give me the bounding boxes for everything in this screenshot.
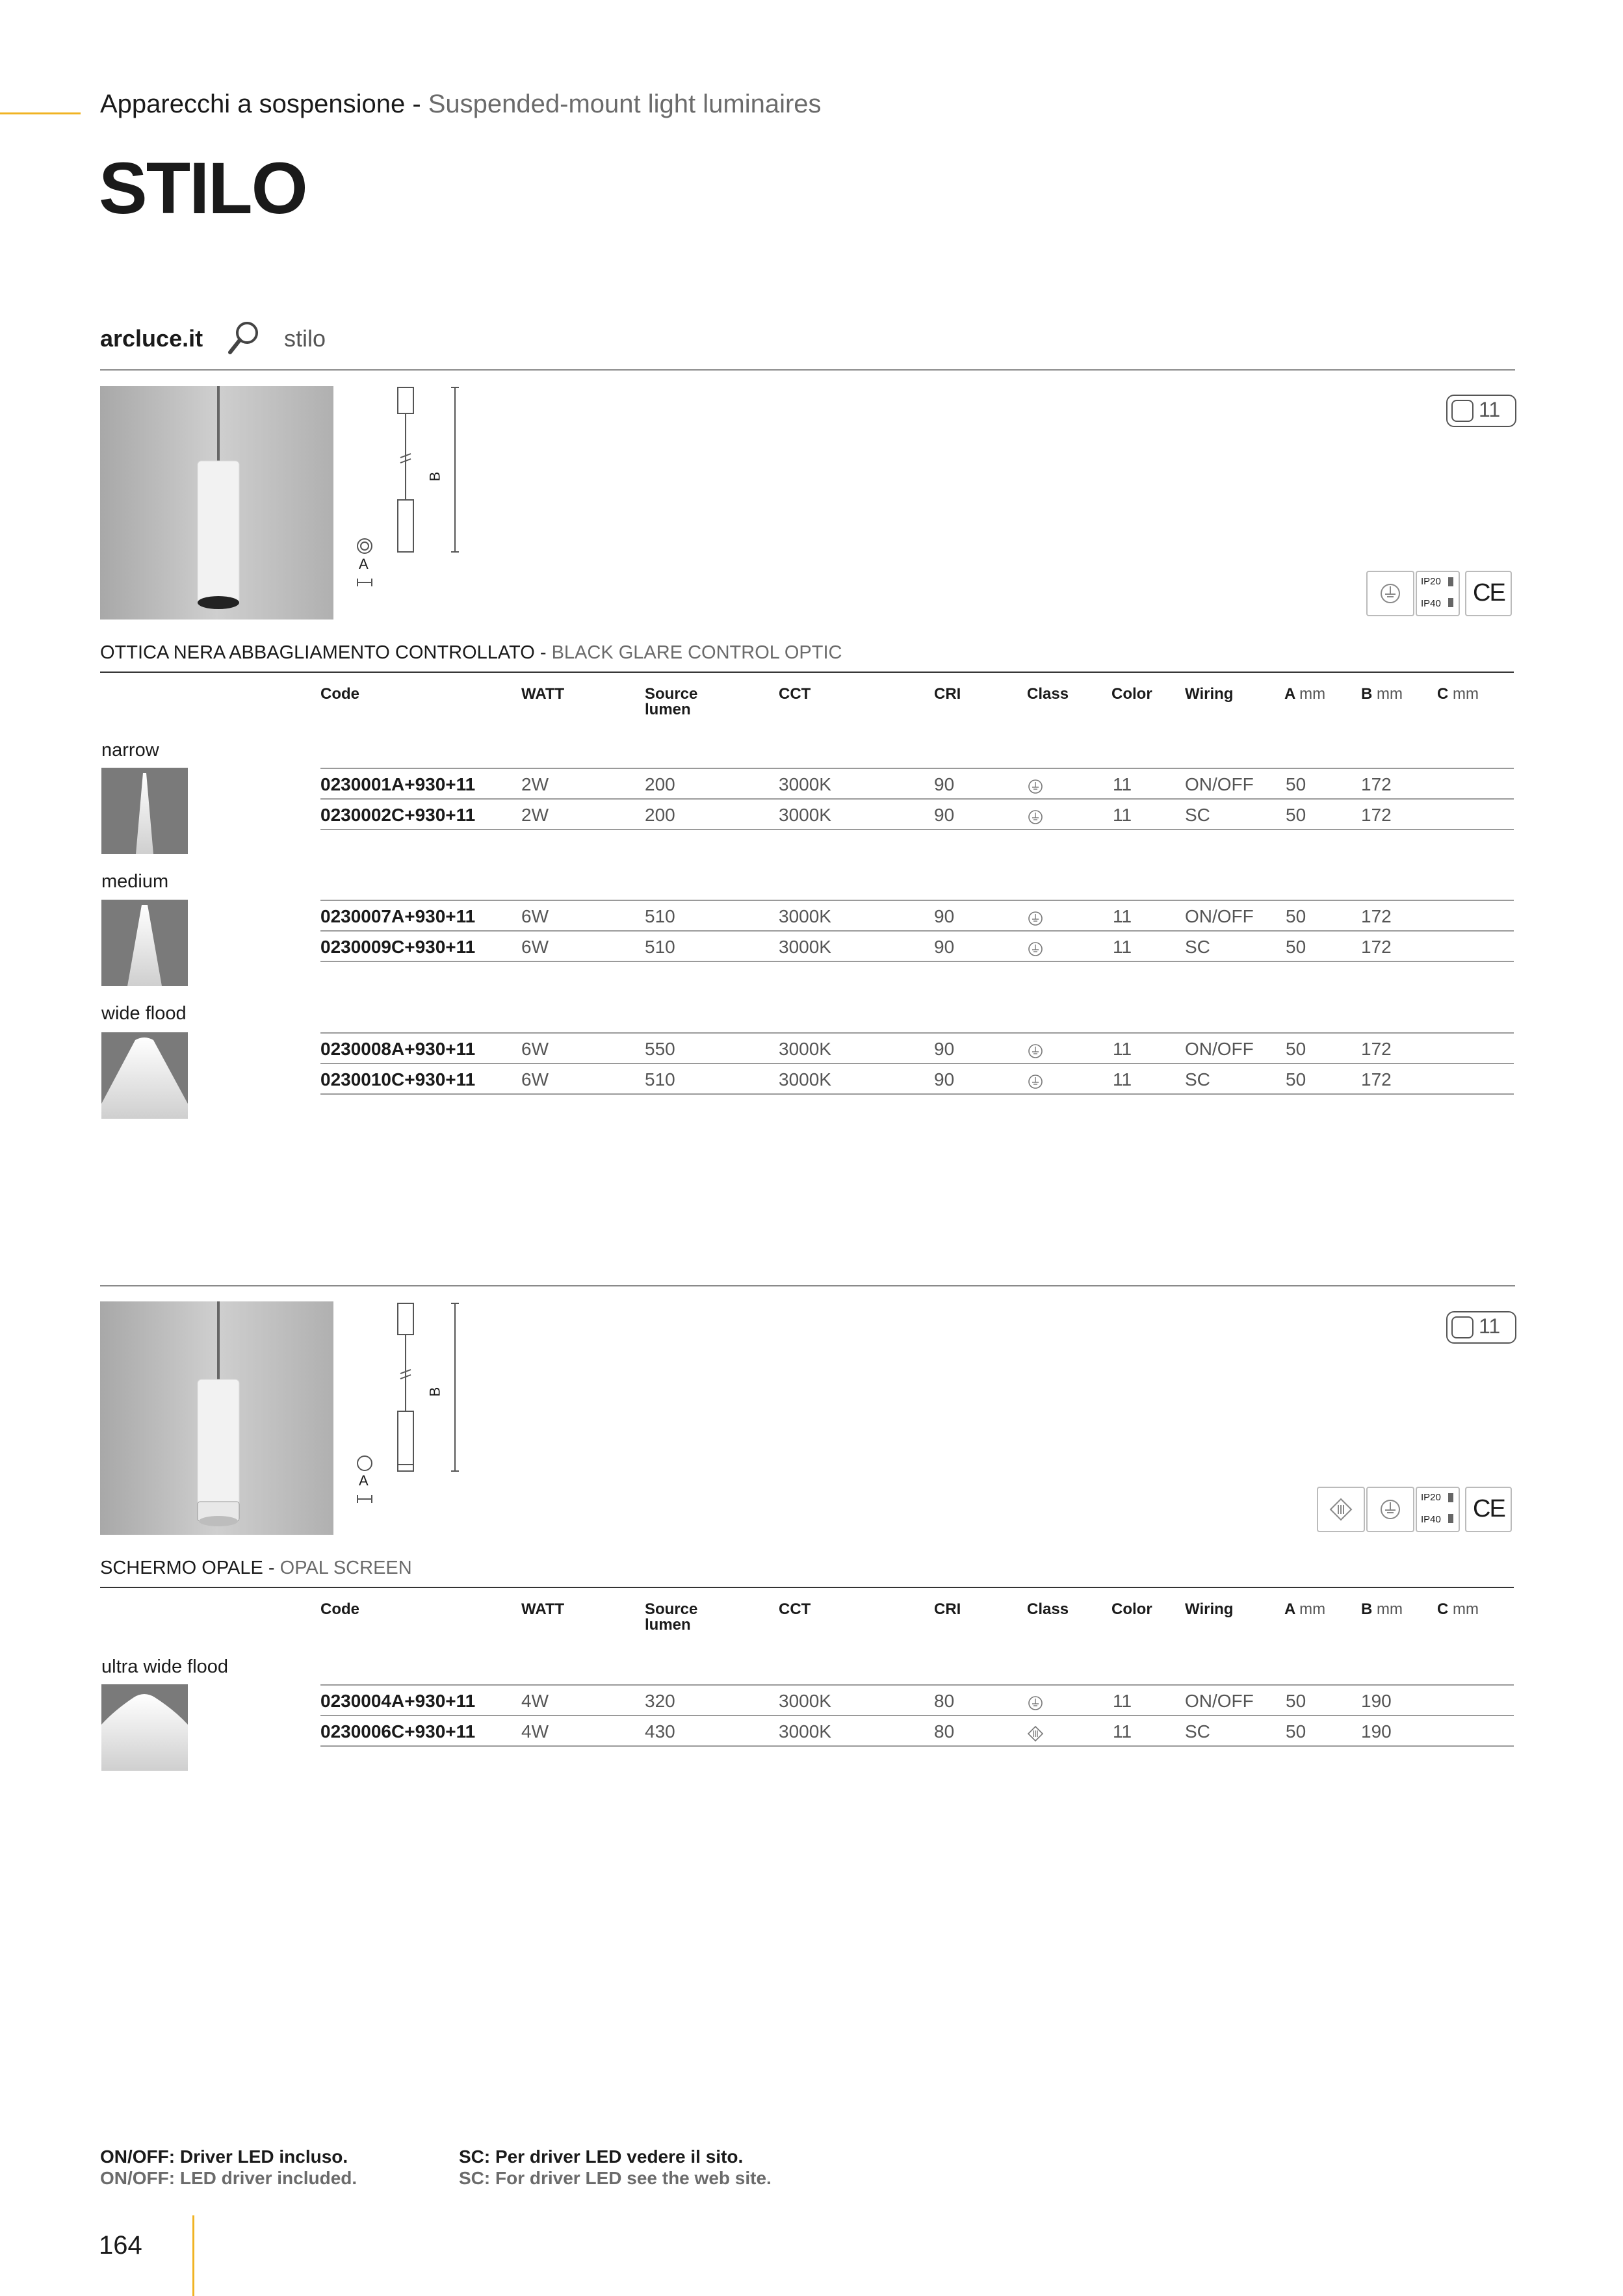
- col-header-c: C mm: [1437, 685, 1479, 703]
- row-divider: [320, 768, 1514, 769]
- table-top-rule: [100, 672, 1514, 673]
- cell-wiring: SC: [1185, 1069, 1210, 1089]
- cell-cct: 3000K: [779, 937, 831, 957]
- col-header-cri: CRI: [934, 685, 961, 703]
- cell-a: 50: [1286, 906, 1306, 926]
- col-header-wiring: Wiring: [1185, 1600, 1234, 1618]
- cell-a: 50: [1286, 1691, 1306, 1711]
- col-header-color: Color: [1111, 685, 1152, 703]
- col-header-class: Class: [1027, 685, 1069, 703]
- beam-ultra-wide-flood-icon: [101, 1684, 188, 1771]
- ip-rating-icon: IP20 IP40: [1416, 1487, 1460, 1532]
- cell-watt: 6W: [521, 1039, 549, 1059]
- class-i-icon: [1366, 1487, 1414, 1532]
- section-title-en: OPAL SCREEN: [279, 1558, 412, 1578]
- col-header-watt: WATT: [521, 685, 565, 703]
- category-breadcrumb: [100, 90, 822, 119]
- row-divider: [320, 1032, 1514, 1034]
- class-ii-icon: [1317, 1487, 1365, 1532]
- col-header-wiring: Wiring: [1185, 685, 1234, 703]
- cell-lumen: 200: [645, 805, 675, 825]
- class-i-icon: [1027, 1043, 1044, 1060]
- cell-a: 50: [1286, 937, 1306, 957]
- cell-a: 50: [1286, 1069, 1306, 1089]
- color-swatch-icon: [1451, 1316, 1474, 1338]
- category-en: Suspended-mount light luminaires: [428, 90, 822, 118]
- cell-color: 11: [1113, 1691, 1132, 1711]
- class-i-icon: [1027, 910, 1044, 927]
- ce-mark-icon: CE: [1465, 571, 1512, 616]
- cell-cct: 3000K: [779, 1691, 831, 1711]
- cell-cri: 90: [934, 1039, 955, 1059]
- group-label: ultra wide flood: [101, 1656, 229, 1677]
- row-divider: [320, 900, 1514, 901]
- cell-cct: 3000K: [779, 1069, 831, 1089]
- cell-cct: 3000K: [779, 805, 831, 825]
- cell-b: 172: [1361, 1069, 1392, 1089]
- cell-lumen: 510: [645, 1069, 675, 1089]
- section-title: SCHERMO OPALE - OPAL SCREEN: [100, 1558, 412, 1578]
- cell-color: 11: [1113, 1069, 1132, 1089]
- group-label: medium: [101, 871, 169, 892]
- cell-cri: 90: [934, 774, 955, 794]
- table-top-rule: [100, 1587, 1514, 1588]
- cell-watt: 6W: [521, 906, 549, 926]
- page-title: STILO: [99, 148, 307, 229]
- dimension-label-a: A: [359, 556, 369, 572]
- cell-b: 172: [1361, 774, 1392, 794]
- beam-narrow-icon: [101, 768, 188, 854]
- page-number-rule: [192, 2215, 194, 2296]
- col-header-watt: WATT: [521, 1600, 565, 1618]
- cell-cct: 3000K: [779, 1721, 831, 1742]
- col-header-code: Code: [320, 685, 359, 703]
- col-header-cct: CCT: [779, 685, 811, 703]
- col-header-code: Code: [320, 1600, 359, 1618]
- section-title: OTTICA NERA ABBAGLIAMENTO CONTROLLATO - BLACK GLARE CONTROL OPTIC: [100, 642, 842, 663]
- cell-watt: 4W: [521, 1721, 549, 1742]
- cell-wiring: SC: [1185, 805, 1210, 825]
- cell-wiring: SC: [1185, 937, 1210, 957]
- row-divider: [320, 1745, 1514, 1747]
- section-title-it: SCHERMO OPALE: [100, 1558, 263, 1578]
- note-onoff-en: ON/OFF: LED driver included.: [100, 2168, 357, 2188]
- section-title-en: BLACK GLARE CONTROL OPTIC: [551, 642, 842, 663]
- cell-color: 11: [1113, 805, 1132, 825]
- cell-code: 0230001A+930+11: [320, 774, 476, 794]
- cell-code: 0230010C+930+11: [320, 1069, 476, 1089]
- ce-mark-icon: CE: [1465, 1487, 1512, 1532]
- cell-a: 50: [1286, 805, 1306, 825]
- class-i-icon: [1027, 809, 1044, 826]
- row-divider: [320, 1063, 1514, 1064]
- cell-code: 0230004A+930+11: [320, 1691, 476, 1711]
- cell-cct: 3000K: [779, 774, 831, 794]
- row-divider: [320, 1093, 1514, 1095]
- class-ii-icon: [1027, 1725, 1044, 1742]
- col-header-b: B mm: [1361, 1600, 1403, 1618]
- note-sc-en: SC: For driver LED see the web site.: [459, 2168, 772, 2188]
- cell-b: 190: [1361, 1691, 1392, 1711]
- cell-wiring: SC: [1185, 1721, 1210, 1742]
- class-i-icon: [1366, 571, 1414, 616]
- category-separator: -: [405, 90, 428, 118]
- class-i-icon: [1027, 1073, 1044, 1090]
- note-sc-it: SC: Per driver LED vedere il sito.: [459, 2146, 744, 2167]
- col-header-color: Color: [1111, 1600, 1152, 1618]
- cell-lumen: 510: [645, 906, 675, 926]
- col-header-cct: CCT: [779, 1600, 811, 1618]
- cell-lumen: 430: [645, 1721, 675, 1742]
- cell-cri: 90: [934, 937, 955, 957]
- cell-a: 50: [1286, 1039, 1306, 1059]
- site-link[interactable]: arcluce.it: [100, 325, 203, 352]
- cell-code: 0230007A+930+11: [320, 906, 476, 926]
- product-photo: [100, 386, 333, 620]
- cell-watt: 2W: [521, 805, 549, 825]
- color-badge: 11: [1446, 1311, 1516, 1344]
- cell-wiring: ON/OFF: [1185, 774, 1254, 794]
- cell-wiring: ON/OFF: [1185, 1039, 1254, 1059]
- col-header-class: Class: [1027, 1600, 1069, 1618]
- cell-lumen: 320: [645, 1691, 675, 1711]
- search-underline: [100, 369, 1515, 371]
- col-header-lumen: Source lumen: [645, 1600, 698, 1634]
- cell-b: 172: [1361, 906, 1392, 926]
- col-header-lumen: Source lumen: [645, 685, 698, 718]
- cell-b: 190: [1361, 1721, 1392, 1742]
- cell-cct: 3000K: [779, 1039, 831, 1059]
- cell-cct: 3000K: [779, 906, 831, 926]
- cell-watt: 4W: [521, 1691, 549, 1711]
- search-query[interactable]: stilo: [284, 325, 326, 352]
- cell-color: 11: [1113, 1721, 1132, 1742]
- cell-watt: 6W: [521, 1069, 549, 1089]
- cell-cri: 80: [934, 1691, 955, 1711]
- cell-lumen: 510: [645, 937, 675, 957]
- cell-watt: 6W: [521, 937, 549, 957]
- cell-color: 11: [1113, 906, 1132, 926]
- product-photo: [100, 1301, 333, 1535]
- dimension-label-b: B: [426, 1387, 443, 1397]
- cell-a: 50: [1286, 774, 1306, 794]
- product-divider: [100, 1285, 1515, 1286]
- dimension-label-b: B: [426, 471, 443, 482]
- cell-code: 0230009C+930+11: [320, 937, 476, 957]
- col-header-a: A mm: [1284, 1600, 1326, 1618]
- page-number: 164: [99, 2231, 142, 2260]
- cell-cri: 80: [934, 1721, 955, 1742]
- cell-lumen: 550: [645, 1039, 675, 1059]
- category-it: Apparecchi a sospensione: [100, 90, 406, 118]
- row-divider: [320, 1684, 1514, 1686]
- row-divider: [320, 798, 1514, 800]
- class-i-icon: [1027, 778, 1044, 795]
- section-title-it: OTTICA NERA ABBAGLIAMENTO CONTROLLATO: [100, 642, 535, 663]
- row-divider: [320, 1715, 1514, 1716]
- cell-cri: 90: [934, 906, 955, 926]
- col-header-cri: CRI: [934, 1600, 961, 1618]
- ip-rating-icon: IP20 IP40: [1416, 571, 1460, 616]
- cell-b: 172: [1361, 937, 1392, 957]
- cell-a: 50: [1286, 1721, 1306, 1742]
- cell-wiring: ON/OFF: [1185, 906, 1254, 926]
- col-header-c: C mm: [1437, 1600, 1479, 1618]
- dimension-diagram: [351, 386, 468, 594]
- class-i-icon: [1027, 1695, 1044, 1712]
- cell-b: 172: [1361, 805, 1392, 825]
- cell-lumen: 200: [645, 774, 675, 794]
- accent-line: [0, 112, 81, 114]
- dimension-diagram: [351, 1302, 468, 1510]
- cell-code: 0230008A+930+11: [320, 1039, 476, 1059]
- beam-wide-flood-icon: [101, 1032, 188, 1119]
- color-swatch-icon: [1451, 400, 1474, 422]
- col-header-a: A mm: [1284, 685, 1326, 703]
- cell-code: 0230006C+930+11: [320, 1721, 476, 1742]
- beam-medium-icon: [101, 900, 188, 986]
- cell-code: 0230002C+930+11: [320, 805, 476, 825]
- color-badge: 11: [1446, 395, 1516, 427]
- group-label: wide flood: [101, 1003, 187, 1024]
- search-icon[interactable]: [227, 320, 261, 356]
- group-label: narrow: [101, 740, 159, 761]
- dimension-label-a: A: [359, 1472, 369, 1489]
- note-onoff-it: ON/OFF: Driver LED incluso.: [100, 2146, 348, 2167]
- cell-color: 11: [1113, 774, 1132, 794]
- row-divider: [320, 961, 1514, 962]
- cell-cri: 90: [934, 1069, 955, 1089]
- cell-cri: 90: [934, 805, 955, 825]
- col-header-b: B mm: [1361, 685, 1403, 703]
- cell-color: 11: [1113, 1039, 1132, 1059]
- class-i-icon: [1027, 941, 1044, 958]
- cell-wiring: ON/OFF: [1185, 1691, 1254, 1711]
- row-divider: [320, 829, 1514, 830]
- cell-b: 172: [1361, 1039, 1392, 1059]
- cell-watt: 2W: [521, 774, 549, 794]
- row-divider: [320, 930, 1514, 932]
- cell-color: 11: [1113, 937, 1132, 957]
